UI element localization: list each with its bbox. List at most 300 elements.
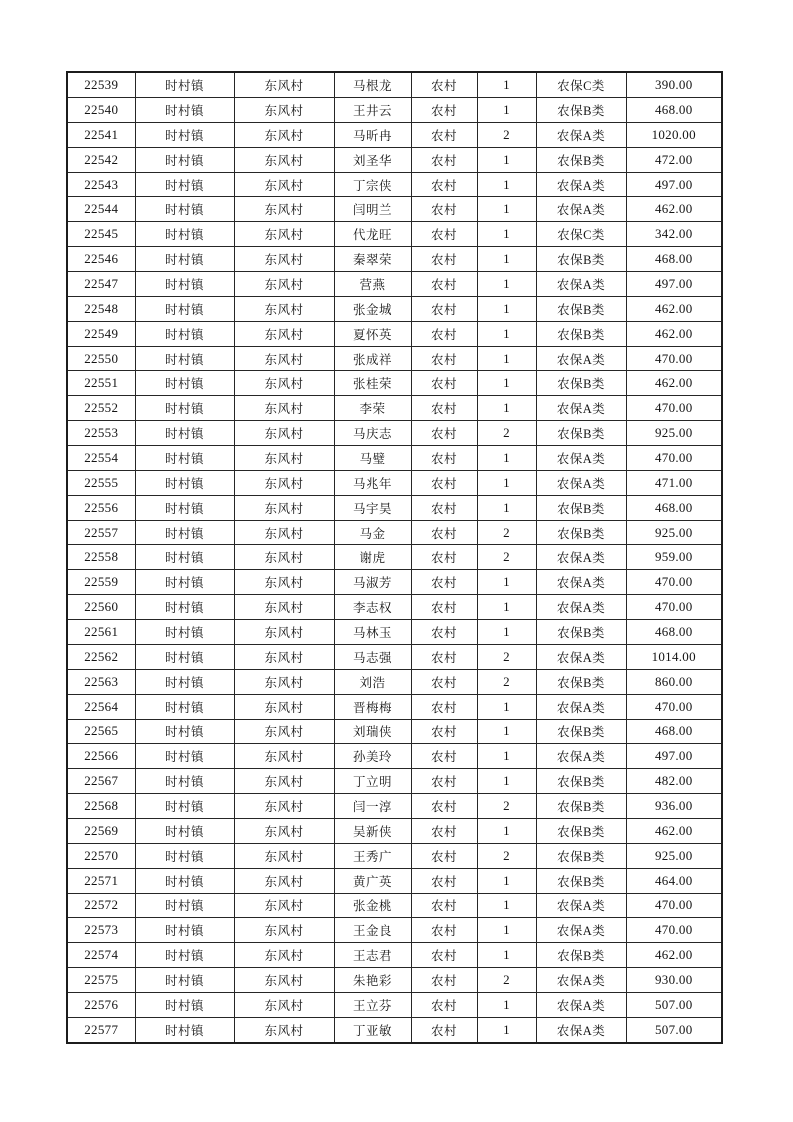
cell-name: 孙美玲 xyxy=(334,744,411,769)
cell-amount: 860.00 xyxy=(626,669,722,694)
cell-residence: 农村 xyxy=(411,992,477,1017)
cell-serial: 22560 xyxy=(67,595,135,620)
cell-count: 1 xyxy=(477,719,536,744)
cell-name: 秦翠荣 xyxy=(334,247,411,272)
cell-village: 东风村 xyxy=(234,321,334,346)
cell-town: 时村镇 xyxy=(135,520,234,545)
cell-town: 时村镇 xyxy=(135,197,234,222)
cell-village: 东风村 xyxy=(234,421,334,446)
cell-amount: 468.00 xyxy=(626,620,722,645)
cell-amount: 959.00 xyxy=(626,545,722,570)
cell-count: 1 xyxy=(477,197,536,222)
cell-amount: 925.00 xyxy=(626,520,722,545)
cell-residence: 农村 xyxy=(411,545,477,570)
cell-amount: 472.00 xyxy=(626,147,722,172)
cell-amount: 482.00 xyxy=(626,769,722,794)
cell-name: 马林玉 xyxy=(334,620,411,645)
cell-category: 农保C类 xyxy=(536,222,626,247)
cell-serial: 22574 xyxy=(67,943,135,968)
cell-amount: 464.00 xyxy=(626,868,722,893)
table-row xyxy=(67,644,722,669)
cell-name: 代龙旺 xyxy=(334,222,411,247)
cell-name: 张成祥 xyxy=(334,346,411,371)
cell-name: 夏怀英 xyxy=(334,321,411,346)
cell-amount: 1020.00 xyxy=(626,122,722,147)
cell-residence: 农村 xyxy=(411,396,477,421)
cell-residence: 农村 xyxy=(411,595,477,620)
cell-town: 时村镇 xyxy=(135,794,234,819)
cell-residence: 农村 xyxy=(411,769,477,794)
cell-count: 2 xyxy=(477,794,536,819)
cell-serial: 22556 xyxy=(67,495,135,520)
cell-amount: 936.00 xyxy=(626,794,722,819)
cell-name: 王秀广 xyxy=(334,843,411,868)
cell-count: 1 xyxy=(477,98,536,123)
cell-count: 1 xyxy=(477,396,536,421)
table-row xyxy=(67,620,722,645)
cell-count: 1 xyxy=(477,272,536,297)
cell-town: 时村镇 xyxy=(135,470,234,495)
cell-category: 农保A类 xyxy=(536,918,626,943)
cell-category: 农保A类 xyxy=(536,644,626,669)
cell-village: 东风村 xyxy=(234,669,334,694)
cell-count: 1 xyxy=(477,694,536,719)
cell-town: 时村镇 xyxy=(135,371,234,396)
cell-category: 农保A类 xyxy=(536,346,626,371)
cell-residence: 农村 xyxy=(411,371,477,396)
cell-amount: 342.00 xyxy=(626,222,722,247)
cell-amount: 462.00 xyxy=(626,296,722,321)
cell-amount: 462.00 xyxy=(626,818,722,843)
table-row xyxy=(67,669,722,694)
cell-amount: 462.00 xyxy=(626,197,722,222)
cell-residence: 农村 xyxy=(411,868,477,893)
cell-category: 农保A类 xyxy=(536,968,626,993)
table-row xyxy=(67,943,722,968)
cell-amount: 468.00 xyxy=(626,247,722,272)
cell-name: 黄广英 xyxy=(334,868,411,893)
cell-town: 时村镇 xyxy=(135,421,234,446)
cell-residence: 农村 xyxy=(411,719,477,744)
cell-serial: 22572 xyxy=(67,893,135,918)
cell-count: 1 xyxy=(477,321,536,346)
cell-amount: 470.00 xyxy=(626,346,722,371)
cell-amount: 470.00 xyxy=(626,694,722,719)
cell-count: 1 xyxy=(477,595,536,620)
cell-name: 闫一淳 xyxy=(334,794,411,819)
cell-category: 农保B类 xyxy=(536,843,626,868)
cell-serial: 22561 xyxy=(67,620,135,645)
cell-amount: 507.00 xyxy=(626,992,722,1017)
cell-residence: 农村 xyxy=(411,794,477,819)
cell-name: 马金 xyxy=(334,520,411,545)
table-row xyxy=(67,72,722,98)
cell-town: 时村镇 xyxy=(135,719,234,744)
cell-amount: 468.00 xyxy=(626,495,722,520)
cell-count: 1 xyxy=(477,371,536,396)
cell-serial: 22540 xyxy=(67,98,135,123)
cell-serial: 22551 xyxy=(67,371,135,396)
table-row xyxy=(67,172,722,197)
table-row xyxy=(67,272,722,297)
cell-category: 农保A类 xyxy=(536,172,626,197)
cell-name: 马淑芳 xyxy=(334,570,411,595)
cell-count: 1 xyxy=(477,744,536,769)
cell-serial: 22565 xyxy=(67,719,135,744)
cell-village: 东风村 xyxy=(234,818,334,843)
cell-residence: 农村 xyxy=(411,247,477,272)
cell-name: 丁亚敏 xyxy=(334,1017,411,1043)
cell-category: 农保B类 xyxy=(536,769,626,794)
cell-category: 农保B类 xyxy=(536,943,626,968)
cell-village: 东风村 xyxy=(234,893,334,918)
table-row xyxy=(67,371,722,396)
cell-category: 农保B类 xyxy=(536,669,626,694)
cell-town: 时村镇 xyxy=(135,396,234,421)
cell-village: 东风村 xyxy=(234,570,334,595)
table-row xyxy=(67,992,722,1017)
cell-residence: 农村 xyxy=(411,296,477,321)
cell-name: 马璧 xyxy=(334,446,411,471)
cell-town: 时村镇 xyxy=(135,172,234,197)
cell-amount: 468.00 xyxy=(626,98,722,123)
cell-serial: 22576 xyxy=(67,992,135,1017)
table-row xyxy=(67,694,722,719)
cell-village: 东风村 xyxy=(234,769,334,794)
cell-residence: 农村 xyxy=(411,446,477,471)
cell-village: 东风村 xyxy=(234,644,334,669)
cell-residence: 农村 xyxy=(411,843,477,868)
cell-amount: 497.00 xyxy=(626,744,722,769)
cell-amount: 470.00 xyxy=(626,595,722,620)
cell-count: 1 xyxy=(477,992,536,1017)
cell-category: 农保B类 xyxy=(536,620,626,645)
cell-serial: 22539 xyxy=(67,72,135,98)
cell-residence: 农村 xyxy=(411,644,477,669)
cell-town: 时村镇 xyxy=(135,272,234,297)
table-row xyxy=(67,247,722,272)
cell-village: 东风村 xyxy=(234,247,334,272)
cell-count: 2 xyxy=(477,520,536,545)
table-row xyxy=(67,346,722,371)
cell-count: 1 xyxy=(477,893,536,918)
cell-residence: 农村 xyxy=(411,197,477,222)
cell-residence: 农村 xyxy=(411,321,477,346)
cell-town: 时村镇 xyxy=(135,620,234,645)
cell-residence: 农村 xyxy=(411,72,477,98)
cell-category: 农保A类 xyxy=(536,1017,626,1043)
cell-town: 时村镇 xyxy=(135,893,234,918)
cell-name: 马庆志 xyxy=(334,421,411,446)
cell-name: 闫明兰 xyxy=(334,197,411,222)
cell-amount: 468.00 xyxy=(626,719,722,744)
cell-serial: 22544 xyxy=(67,197,135,222)
cell-village: 东风村 xyxy=(234,1017,334,1043)
cell-amount: 470.00 xyxy=(626,918,722,943)
cell-serial: 22543 xyxy=(67,172,135,197)
cell-amount: 390.00 xyxy=(626,72,722,98)
cell-serial: 22570 xyxy=(67,843,135,868)
cell-village: 东风村 xyxy=(234,470,334,495)
cell-town: 时村镇 xyxy=(135,446,234,471)
table-row xyxy=(67,744,722,769)
cell-count: 1 xyxy=(477,943,536,968)
table-row xyxy=(67,545,722,570)
table-row xyxy=(67,1017,722,1043)
cell-town: 时村镇 xyxy=(135,769,234,794)
cell-serial: 22568 xyxy=(67,794,135,819)
cell-serial: 22541 xyxy=(67,122,135,147)
cell-village: 东风村 xyxy=(234,968,334,993)
cell-town: 时村镇 xyxy=(135,918,234,943)
cell-town: 时村镇 xyxy=(135,992,234,1017)
cell-village: 东风村 xyxy=(234,396,334,421)
cell-count: 1 xyxy=(477,222,536,247)
cell-category: 农保B类 xyxy=(536,719,626,744)
cell-town: 时村镇 xyxy=(135,570,234,595)
cell-count: 2 xyxy=(477,669,536,694)
cell-residence: 农村 xyxy=(411,620,477,645)
cell-count: 1 xyxy=(477,296,536,321)
cell-amount: 925.00 xyxy=(626,843,722,868)
cell-town: 时村镇 xyxy=(135,669,234,694)
cell-name: 刘瑞侠 xyxy=(334,719,411,744)
cell-category: 农保A类 xyxy=(536,396,626,421)
cell-village: 东风村 xyxy=(234,520,334,545)
cell-town: 时村镇 xyxy=(135,72,234,98)
cell-residence: 农村 xyxy=(411,744,477,769)
cell-name: 刘圣华 xyxy=(334,147,411,172)
cell-village: 东风村 xyxy=(234,744,334,769)
cell-village: 东风村 xyxy=(234,197,334,222)
cell-count: 1 xyxy=(477,247,536,272)
cell-serial: 22553 xyxy=(67,421,135,446)
cell-village: 东风村 xyxy=(234,272,334,297)
cell-village: 东风村 xyxy=(234,98,334,123)
cell-serial: 22563 xyxy=(67,669,135,694)
cell-count: 1 xyxy=(477,769,536,794)
table-row xyxy=(67,794,722,819)
cell-village: 东风村 xyxy=(234,694,334,719)
cell-amount: 462.00 xyxy=(626,321,722,346)
cell-category: 农保B类 xyxy=(536,321,626,346)
cell-name: 马根龙 xyxy=(334,72,411,98)
cell-category: 农保B类 xyxy=(536,371,626,396)
cell-category: 农保B类 xyxy=(536,818,626,843)
cell-residence: 农村 xyxy=(411,570,477,595)
cell-count: 2 xyxy=(477,644,536,669)
cell-category: 农保A类 xyxy=(536,694,626,719)
cell-town: 时村镇 xyxy=(135,321,234,346)
cell-category: 农保A类 xyxy=(536,570,626,595)
cell-amount: 1014.00 xyxy=(626,644,722,669)
cell-village: 东风村 xyxy=(234,595,334,620)
cell-town: 时村镇 xyxy=(135,122,234,147)
cell-village: 东风村 xyxy=(234,545,334,570)
cell-category: 农保B类 xyxy=(536,868,626,893)
table-row xyxy=(67,396,722,421)
cell-town: 时村镇 xyxy=(135,595,234,620)
table-row xyxy=(67,147,722,172)
cell-residence: 农村 xyxy=(411,520,477,545)
cell-count: 1 xyxy=(477,147,536,172)
cell-town: 时村镇 xyxy=(135,1017,234,1043)
cell-category: 农保A类 xyxy=(536,595,626,620)
cell-category: 农保A类 xyxy=(536,122,626,147)
cell-name: 李荣 xyxy=(334,396,411,421)
cell-amount: 497.00 xyxy=(626,172,722,197)
cell-serial: 22545 xyxy=(67,222,135,247)
cell-count: 2 xyxy=(477,968,536,993)
cell-category: 农保B类 xyxy=(536,296,626,321)
cell-village: 东风村 xyxy=(234,620,334,645)
cell-town: 时村镇 xyxy=(135,346,234,371)
cell-village: 东风村 xyxy=(234,446,334,471)
cell-serial: 22571 xyxy=(67,868,135,893)
cell-serial: 22575 xyxy=(67,968,135,993)
cell-category: 农保A类 xyxy=(536,470,626,495)
cell-residence: 农村 xyxy=(411,98,477,123)
cell-category: 农保B类 xyxy=(536,98,626,123)
cell-village: 东风村 xyxy=(234,918,334,943)
cell-category: 农保A类 xyxy=(536,197,626,222)
table-row xyxy=(67,719,722,744)
cell-residence: 农村 xyxy=(411,943,477,968)
table-row xyxy=(67,595,722,620)
cell-village: 东风村 xyxy=(234,296,334,321)
cell-village: 东风村 xyxy=(234,122,334,147)
cell-serial: 22555 xyxy=(67,470,135,495)
cell-category: 农保B类 xyxy=(536,520,626,545)
cell-village: 东风村 xyxy=(234,719,334,744)
table-row xyxy=(67,98,722,123)
cell-town: 时村镇 xyxy=(135,644,234,669)
cell-residence: 农村 xyxy=(411,122,477,147)
cell-town: 时村镇 xyxy=(135,495,234,520)
cell-residence: 农村 xyxy=(411,421,477,446)
table-row xyxy=(67,520,722,545)
cell-count: 1 xyxy=(477,818,536,843)
cell-serial: 22569 xyxy=(67,818,135,843)
cell-residence: 农村 xyxy=(411,470,477,495)
cell-town: 时村镇 xyxy=(135,868,234,893)
cell-serial: 22558 xyxy=(67,545,135,570)
cell-category: 农保B类 xyxy=(536,421,626,446)
table-row xyxy=(67,296,722,321)
cell-count: 1 xyxy=(477,868,536,893)
cell-serial: 22546 xyxy=(67,247,135,272)
cell-category: 农保C类 xyxy=(536,72,626,98)
cell-amount: 462.00 xyxy=(626,371,722,396)
cell-serial: 22564 xyxy=(67,694,135,719)
cell-town: 时村镇 xyxy=(135,98,234,123)
cell-residence: 农村 xyxy=(411,669,477,694)
cell-village: 东风村 xyxy=(234,72,334,98)
cell-serial: 22547 xyxy=(67,272,135,297)
cell-serial: 22559 xyxy=(67,570,135,595)
cell-town: 时村镇 xyxy=(135,296,234,321)
cell-town: 时村镇 xyxy=(135,694,234,719)
cell-serial: 22549 xyxy=(67,321,135,346)
cell-category: 农保B类 xyxy=(536,147,626,172)
cell-village: 东风村 xyxy=(234,868,334,893)
table-row xyxy=(67,421,722,446)
cell-count: 1 xyxy=(477,470,536,495)
cell-count: 1 xyxy=(477,1017,536,1043)
cell-serial: 22552 xyxy=(67,396,135,421)
cell-residence: 农村 xyxy=(411,172,477,197)
cell-town: 时村镇 xyxy=(135,222,234,247)
table-row xyxy=(67,893,722,918)
cell-residence: 农村 xyxy=(411,968,477,993)
cell-name: 谢虎 xyxy=(334,545,411,570)
cell-town: 时村镇 xyxy=(135,247,234,272)
cell-village: 东风村 xyxy=(234,992,334,1017)
cell-name: 李志权 xyxy=(334,595,411,620)
cell-name: 马昕冉 xyxy=(334,122,411,147)
table-row xyxy=(67,570,722,595)
cell-count: 1 xyxy=(477,620,536,645)
cell-amount: 497.00 xyxy=(626,272,722,297)
cell-serial: 22566 xyxy=(67,744,135,769)
table-row xyxy=(67,197,722,222)
table-row xyxy=(67,321,722,346)
cell-count: 2 xyxy=(477,421,536,446)
cell-count: 1 xyxy=(477,570,536,595)
cell-town: 时村镇 xyxy=(135,943,234,968)
cell-category: 农保B类 xyxy=(536,794,626,819)
cell-village: 东风村 xyxy=(234,371,334,396)
cell-count: 1 xyxy=(477,72,536,98)
cell-name: 王立芬 xyxy=(334,992,411,1017)
cell-name: 营燕 xyxy=(334,272,411,297)
cell-count: 1 xyxy=(477,446,536,471)
cell-residence: 农村 xyxy=(411,272,477,297)
cell-town: 时村镇 xyxy=(135,968,234,993)
cell-name: 吴新侠 xyxy=(334,818,411,843)
cell-name: 张金城 xyxy=(334,296,411,321)
cell-town: 时村镇 xyxy=(135,744,234,769)
table-row xyxy=(67,470,722,495)
cell-category: 农保A类 xyxy=(536,893,626,918)
cell-name: 马志强 xyxy=(334,644,411,669)
cell-count: 2 xyxy=(477,843,536,868)
cell-name: 张金桃 xyxy=(334,893,411,918)
cell-village: 东风村 xyxy=(234,843,334,868)
cell-town: 时村镇 xyxy=(135,843,234,868)
cell-residence: 农村 xyxy=(411,918,477,943)
cell-residence: 农村 xyxy=(411,346,477,371)
cell-village: 东风村 xyxy=(234,346,334,371)
cell-serial: 22550 xyxy=(67,346,135,371)
cell-residence: 农村 xyxy=(411,147,477,172)
cell-category: 农保A类 xyxy=(536,446,626,471)
cell-amount: 470.00 xyxy=(626,893,722,918)
cell-count: 1 xyxy=(477,495,536,520)
cell-category: 农保A类 xyxy=(536,744,626,769)
cell-name: 王井云 xyxy=(334,98,411,123)
cell-category: 农保B类 xyxy=(536,495,626,520)
table-row xyxy=(67,446,722,471)
cell-count: 1 xyxy=(477,918,536,943)
cell-name: 刘浩 xyxy=(334,669,411,694)
cell-serial: 22557 xyxy=(67,520,135,545)
cell-serial: 22577 xyxy=(67,1017,135,1043)
cell-name: 晋梅梅 xyxy=(334,694,411,719)
cell-count: 2 xyxy=(477,122,536,147)
cell-town: 时村镇 xyxy=(135,545,234,570)
cell-category: 农保A类 xyxy=(536,272,626,297)
